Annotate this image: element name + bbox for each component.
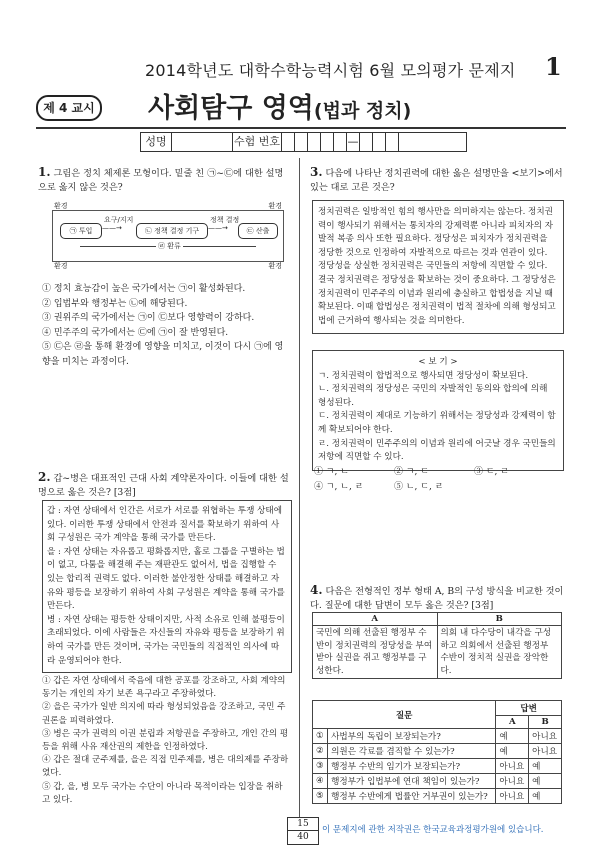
period-badge: 제 4 교시 — [36, 95, 102, 121]
id-digit-field[interactable] — [282, 133, 295, 151]
arrow-icon: ——→ — [102, 224, 122, 232]
option-4[interactable]: ④ 민주주의 국가에서는 ㉢에 ㉠이 잘 반영된다. — [42, 327, 229, 338]
row-answer-a: 아니요 — [496, 774, 529, 789]
option-1[interactable]: ① 갑은 자연 상태에서 죽음에 대한 공포를 강조하고, 사회 계약의 동기는 개인의 자기 보존 욕구라고 주장하였다. — [42, 676, 286, 700]
option-1[interactable]: ① ㄱ, ㄴ — [314, 467, 349, 477]
id-digit-field[interactable] — [360, 133, 373, 151]
env-label: 환경 — [54, 262, 68, 270]
page-number: 1 — [545, 52, 562, 81]
bogi-item: ㄴ. 정치권력의 정당성은 국민의 자발적인 동의와 합의에 의해 형성된다. — [318, 384, 548, 408]
name-field[interactable] — [172, 133, 233, 151]
question-number: 3. — [310, 165, 323, 179]
input-box: ㉠ 투입 — [60, 223, 102, 239]
subject-title — [148, 86, 411, 125]
row-question: 사법부의 독립이 보장되는가? — [328, 729, 496, 744]
demand-label: 요구/지지 — [104, 216, 134, 224]
id-dash: — — [347, 133, 360, 151]
option-5[interactable]: ⑤ ㉢은 ㉣을 통해 환경에 영향을 미치고, 이것이 다시 ㉠에 영향을 미치는 과정이다. — [42, 342, 284, 367]
header-rule — [36, 127, 566, 129]
option-3[interactable]: ③ 권위주의 국가에서는 ㉠이 ㉢보다 영향력이 강하다. — [42, 313, 255, 323]
bogi-box — [312, 350, 564, 471]
row-answer-a: 아니요 — [496, 759, 529, 774]
col-a-header: A — [496, 716, 529, 729]
col-b-header: B — [529, 716, 562, 729]
page-total: 40 — [297, 832, 309, 842]
passage-gap: 갑 : 자연 상태에서 인간은 서로가 서로를 위협하는 투쟁 상태에 있다. 이러한 투쟁 상태에서 안전과 질서를 확보하기 위하여 사회 구성원은 국가 계약을 통해 국가를 만든다. — [47, 506, 283, 544]
output-box: ㉢ 산출 — [238, 223, 278, 239]
bogi-label: < 보 기 > — [418, 357, 458, 367]
question-stem: 다음은 전형적인 정부 형태 A, B의 구성 방식을 비교한 것이다. 질문에 대한 답변이 모두 옳은 것은? [3점] — [310, 586, 564, 611]
row-number: ② — [313, 744, 328, 759]
row-answer-b: 아니요 — [529, 744, 562, 759]
subject-subtitle: (법과 정치) — [313, 100, 412, 122]
row-answer-a: 아니요 — [496, 789, 529, 804]
option-3[interactable]: ③ 병은 국가 권력의 이권 분립과 저항권을 주장하고, 개인 간의 평등을 위해 사유 재산권의 제한을 인정하였다. — [42, 728, 289, 753]
page-current: 15 — [288, 818, 318, 831]
question-3 — [310, 165, 565, 195]
question-1 — [38, 165, 290, 195]
col-b-header: B — [437, 613, 562, 626]
table-row[interactable] — [313, 759, 562, 774]
row-answer-a: 예 — [496, 744, 529, 759]
option-2[interactable]: ② 을은 국가가 일반 의지에 따라 형성되었음을 강조하고, 국민 주권론을 피력하였다. — [42, 702, 286, 726]
option-2[interactable]: ② ㄱ, ㄷ — [394, 467, 429, 477]
table-row[interactable] — [313, 744, 562, 759]
question-1-options — [42, 282, 290, 369]
subject-name: 사회탐구 영역 — [148, 93, 314, 124]
row-number: ④ — [313, 774, 328, 789]
table-row[interactable] — [313, 729, 562, 744]
name-label: 성명 — [141, 133, 172, 151]
question-number: 2. — [38, 470, 51, 484]
question-2 — [38, 470, 290, 500]
id-digit-field[interactable] — [386, 133, 399, 151]
row-number: ③ — [313, 759, 328, 774]
exam-title: 2014학년도 대학수학능력시험 6월 모의평가 문제지 — [145, 61, 516, 80]
system-model-diagram — [52, 202, 284, 270]
row-number: ① — [313, 729, 328, 744]
passage-eul: 을 : 자연 상태는 자유롭고 평화롭지만, 홀로 그룹을 구별하는 법이 없고, 다툼을 해결해 주는 재판관도 없어서, 법을 집행할 수 있는 합리적 권력도 없다. 이러한 불안정한 상태를 해결하고 자유와 평등을 보장하기 위하여 사회 구성원은 계약을 통해 국가를 만든다. — [47, 546, 285, 612]
id-digit-field[interactable] — [308, 133, 321, 151]
process-box: ㉡ 정책 결정 기구 — [136, 223, 208, 239]
row-answer-b: 예 — [529, 759, 562, 774]
table-row[interactable] — [313, 774, 562, 789]
env-label: 환경 — [268, 202, 282, 210]
student-info-box — [140, 132, 467, 152]
bogi-item: ㄱ. 정치권력이 합법적으로 행사되면 정당성이 확보된다. — [318, 370, 529, 381]
question-2-options — [42, 675, 290, 807]
row-answer-a: 예 — [496, 729, 529, 744]
env-label: 환경 — [54, 202, 68, 210]
option-5[interactable]: ⑤ 갑, 을, 병 모두 국가는 수단이 아니라 목적이라는 입장을 취하고 있다. — [42, 781, 283, 805]
id-digit-field[interactable] — [295, 133, 308, 151]
question-4 — [310, 583, 565, 613]
option-2[interactable]: ② 입법부와 행정부는 ㉡에 해당된다. — [42, 298, 188, 309]
bogi-item: ㄷ. 정치권력이 제대로 기능하기 위해서는 정당성과 강제력이 함께 확보되어야 한다. — [318, 411, 556, 435]
question-number: 1. — [38, 165, 51, 179]
id-label: 수험 번호 — [233, 133, 282, 151]
row-question: 행정부 수반에게 법률안 거부권이 있는가? — [328, 789, 496, 804]
government-type-table — [312, 612, 562, 679]
answer-table — [312, 700, 562, 804]
question-3-options — [314, 465, 559, 494]
option-4[interactable]: ④ 갑은 절대 군주제를, 을은 직접 민주제를, 병은 대의제를 주장하였다. — [42, 755, 289, 779]
decision-label: 정책 결정 — [210, 216, 240, 224]
question-stem: 다음에 나타난 정치권력에 대한 옳은 설명만을 <보기>에서 있는 대로 고른 것은? — [310, 168, 563, 193]
table-row[interactable] — [313, 789, 562, 804]
option-4[interactable]: ④ ㄱ, ㄴ, ㄹ — [314, 481, 364, 492]
col-a-desc: 국민에 의해 선출된 행정부 수반이 정치권력의 정당성을 부여받아 실권을 쥐고 행정부를 구성한다. — [313, 626, 438, 679]
row-answer-b: 예 — [529, 789, 562, 804]
option-1[interactable]: ① 정치 효능감이 높은 국가에서는 ㉠이 활성화된다. — [42, 284, 246, 294]
option-3[interactable]: ③ ㄷ, ㄹ — [474, 467, 509, 477]
col-b-desc: 의회 내 다수당이 내각을 구성하고 의회에서 선출된 행정부 수반이 정치적 실권을 장악한다. — [437, 626, 562, 679]
env-label: 환경 — [268, 262, 282, 270]
row-question: 의원은 각료를 겸직할 수 있는가? — [328, 744, 496, 759]
id-digit-field[interactable] — [399, 133, 411, 151]
id-digit-field[interactable] — [321, 133, 334, 151]
page-counter — [287, 817, 319, 845]
id-digit-field[interactable] — [334, 133, 347, 151]
question-header: 질문 — [313, 701, 496, 729]
row-question: 행정부가 입법부에 연대 책임이 있는가? — [328, 774, 496, 789]
row-number: ⑤ — [313, 789, 328, 804]
feedback-label: ㉣ 환류 — [158, 242, 181, 250]
option-5[interactable]: ⑤ ㄴ, ㄷ, ㄹ — [394, 481, 444, 492]
row-question: 행정부 수반의 임기가 보장되는가? — [328, 759, 496, 774]
question-stem: 그림은 정치 체제론 모형이다. 밑줄 친 ㉠~㉢에 대한 설명으로 옳지 않은 것은? — [38, 168, 284, 193]
question-number: 4. — [310, 583, 323, 597]
passage-box — [42, 500, 292, 673]
passage-box: 정치권력은 일방적인 힘의 행사만을 의미하지는 않는다. 정치권력이 행사되기 위해서는 통치자의 강제력뿐 아니라 피치자의 자발적 복종 의사 또한 필요하다. 정당성은 피치자가 정치권력을 정당한 것으로 인정하여 자발적으로 따르는 것과 연관이 있다. 정당성을 상실한 정치권력은 국민들의 저항에 직면할 수 있다. 결국 정치권력은 정당성을 확보하는 것이 중요하다. 그 정당성은 정치권력이 민주주의 이념과 원리에 충실하고 합법성을 지닐 때 확보된다. 이때 합법성은 정치권력이 법적 절차에 의해 형성되고 법에 근거하여 행사되는 것을 의미한다. — [312, 200, 564, 334]
id-digit-field[interactable] — [373, 133, 386, 151]
arrow-icon: ——→ — [208, 224, 228, 232]
copyright-notice: 이 문제지에 관한 저작권은 한국교육과정평가원에 있습니다. — [322, 825, 544, 835]
row-answer-b: 아니요 — [529, 729, 562, 744]
passage-byeong: 병 : 자연 상태는 평등한 상태이지만, 사적 소유로 인해 불평등이 초래되었다. 이에 사람들은 자신들의 자유와 평등을 보장하기 위하여 국가를 만든 것이며, 국가는 국민들의 직접적인 의사에 따라 운영되어야 한다. — [47, 614, 285, 666]
answer-header: 답변 — [496, 701, 562, 716]
col-a-header: A — [313, 613, 438, 626]
bogi-item: ㄹ. 정치권력이 민주주의의 이념과 원리에 어긋날 경우 국민들의 저항에 직면할 수 있다. — [318, 438, 556, 463]
column-divider — [299, 158, 300, 818]
row-answer-b: 예 — [529, 774, 562, 789]
question-stem: 갑~병은 대표적인 근대 사회 계약론자이다. 이들에 대한 설명으로 옳은 것은? [3점] — [38, 473, 289, 498]
